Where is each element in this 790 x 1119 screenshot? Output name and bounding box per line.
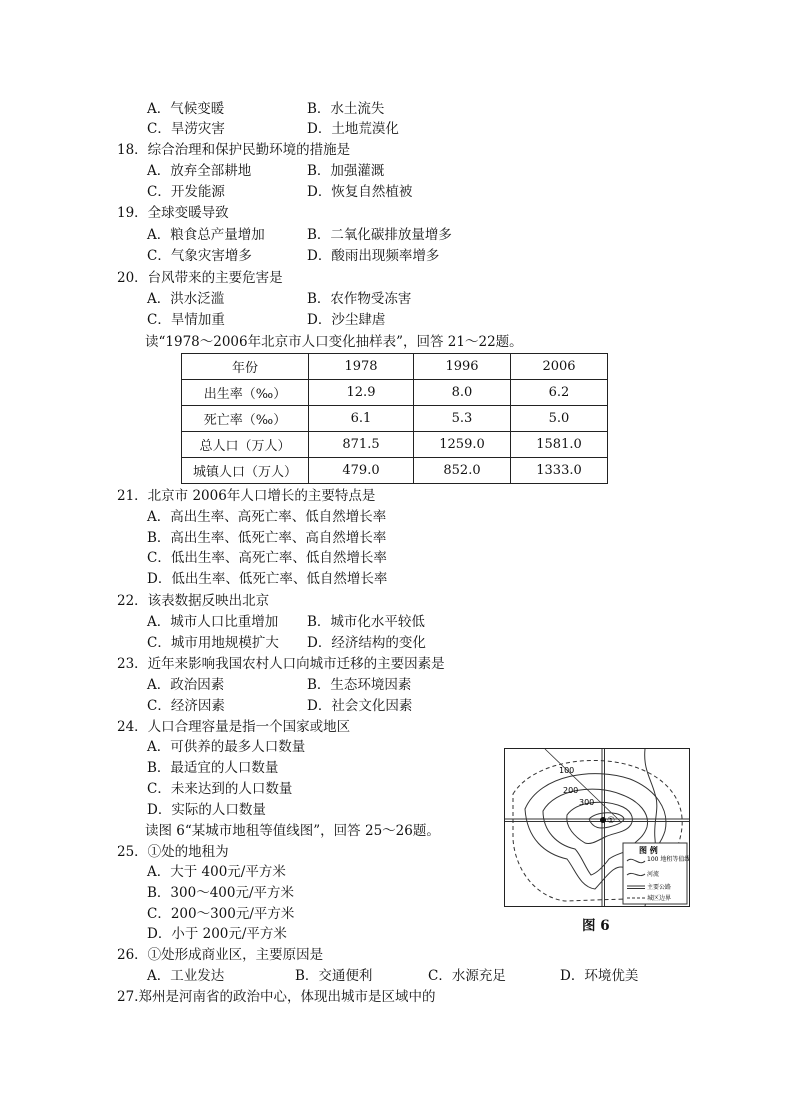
table-cell: 1581.0 xyxy=(511,432,608,458)
table-cell: 852.0 xyxy=(414,458,511,484)
table-cell: 479.0 xyxy=(309,458,414,484)
text-line: C．旱涝灾害 xyxy=(147,121,225,137)
text-line: 20．台风带来的主要危害是 xyxy=(117,270,283,286)
text-line: B．城市化水平较低 xyxy=(307,614,425,630)
text-line: D．酸雨出现频率增多 xyxy=(307,248,440,264)
text-line: 26．①处形成商业区，主要原因是 xyxy=(117,947,324,963)
center-point xyxy=(600,817,606,823)
text-line: C．城市用地规模扩大 xyxy=(147,635,279,651)
text-line: 24．人口合理容量是指一个国家或地区 xyxy=(117,719,351,735)
text-line: B．300～400元/平方米 xyxy=(147,885,295,901)
contour-label: 200 xyxy=(563,786,579,795)
text-line: D．环境优美 xyxy=(560,968,639,984)
text-line: B．最适宜的人口数量 xyxy=(147,760,279,776)
table-row xyxy=(182,406,608,432)
table-header-cell: 2006 xyxy=(511,354,608,380)
text-line: C．200～300元/平方米 xyxy=(147,906,295,922)
table-cell: 死亡率（‰） xyxy=(182,406,309,432)
text-line: C．旱情加重 xyxy=(147,312,225,328)
contour-label: 100 xyxy=(559,766,575,775)
text-line: A．粮食总产量增加 xyxy=(147,227,265,243)
population-table xyxy=(181,353,608,484)
road-diagonal xyxy=(545,749,620,821)
text-line: A．洪水泛滥 xyxy=(147,291,225,307)
text-line: 25．①处的地租为 xyxy=(117,844,229,860)
table-cell: 1259.0 xyxy=(414,432,511,458)
text-line: C．开发能源 xyxy=(147,184,225,200)
text-line: A．放弃全部耕地 xyxy=(147,163,252,179)
table-cell: 5.3 xyxy=(414,406,511,432)
table-row xyxy=(182,432,608,458)
table-header-cell: 1996 xyxy=(414,354,511,380)
table-cell: 总人口（万人） xyxy=(182,432,309,458)
table-row xyxy=(182,458,608,484)
text-line: D．土地荒漠化 xyxy=(307,121,399,137)
table-cell: 出生率（‰） xyxy=(182,380,309,406)
text-line: A．气候变暖 xyxy=(147,101,225,117)
text-line: C．气象灾害增多 xyxy=(147,248,252,264)
text-line: 读图 6“某城市地租等值线图”，回答 25～26题。 xyxy=(145,823,440,839)
table-header-cell: 1978 xyxy=(309,354,414,380)
text-line: A．城市人口比重增加 xyxy=(147,614,279,630)
table-row xyxy=(182,380,608,406)
text-line: 22．该表数据反映出北京 xyxy=(117,593,270,609)
table-cell: 6.2 xyxy=(511,380,608,406)
text-line: D．小于 200元/平方米 xyxy=(147,926,287,942)
text-line: C．经济因素 xyxy=(147,698,225,714)
text-line: D．恢复自然植被 xyxy=(307,184,413,200)
text-line: B．农作物受冻害 xyxy=(307,291,412,307)
legend-item: 主要公路 xyxy=(647,884,672,891)
legend-item: 城区边界 xyxy=(647,895,672,902)
text-line: A．大于 400元/平方米 xyxy=(147,864,286,880)
text-line: D．实际的人口数量 xyxy=(147,802,266,818)
table-cell: 6.1 xyxy=(309,406,414,432)
text-line: B．生态环境因素 xyxy=(307,677,412,693)
text-line: A．可供养的最多人口数量 xyxy=(147,739,306,755)
table-cell: 12.9 xyxy=(309,380,414,406)
table-cell: 5.0 xyxy=(511,406,608,432)
text-line: A．政治因素 xyxy=(147,677,225,693)
text-line: D．低出生率、低死亡率、低自然增长率 xyxy=(147,571,388,587)
contour-label: 300 xyxy=(579,798,595,807)
text-line: 读“1978～2006年北京市人口变化抽样表”，回答 21～22题。 xyxy=(145,334,523,350)
table-cell: 城镇人口（万人） xyxy=(182,458,309,484)
text-line: D．沙尘肆虐 xyxy=(307,312,386,328)
contour-300 xyxy=(567,802,633,843)
table-cell: 8.0 xyxy=(414,380,511,406)
text-line: C．未来达到的人口数量 xyxy=(147,781,293,797)
figure-caption: 图 6 xyxy=(582,918,610,934)
text-line: B．交通便利 xyxy=(295,968,373,984)
text-line: 19．全球变暖导致 xyxy=(117,205,229,221)
text-line: D．经济结构的变化 xyxy=(307,635,426,651)
text-line: B．水土流失 xyxy=(307,101,385,117)
text-line: C．低出生率、高死亡率、低自然增长率 xyxy=(147,550,387,566)
text-line: 21．北京市 2006年人口增长的主要特点是 xyxy=(117,488,376,504)
land-rent-contour-map xyxy=(504,748,690,907)
text-line: B．二氧化碳排放量增多 xyxy=(307,227,452,243)
text-line: B．高出生率、低死亡率、高自然增长率 xyxy=(147,530,387,546)
text-line: 18．综合治理和保护民勤环境的措施是 xyxy=(117,142,351,158)
text-line: 27.郑州是河南省的政治中心，体现出城市是区域中的 xyxy=(117,989,436,1005)
text-line: C．水源充足 xyxy=(428,968,506,984)
table-cell: 871.5 xyxy=(309,432,414,458)
text-line: A．工业发达 xyxy=(147,968,225,984)
table-cell: 1333.0 xyxy=(511,458,608,484)
marker-label: ① xyxy=(607,816,616,826)
legend-title: 图 例 xyxy=(639,846,658,855)
legend-item: 河流 xyxy=(647,871,660,878)
text-line: 23．近年来影响我国农村人口向城市迁移的主要因素是 xyxy=(117,656,445,672)
map-svg xyxy=(505,749,689,906)
table-header-row xyxy=(182,354,608,380)
legend-item: 100 地租等值线 xyxy=(647,856,689,863)
table-header-cell: 年份 xyxy=(182,354,309,380)
text-line: B．加强灌溉 xyxy=(307,163,385,179)
text-line: D．社会文化因素 xyxy=(307,698,413,714)
text-line: A．高出生率、高死亡率、低自然增长率 xyxy=(147,509,387,525)
